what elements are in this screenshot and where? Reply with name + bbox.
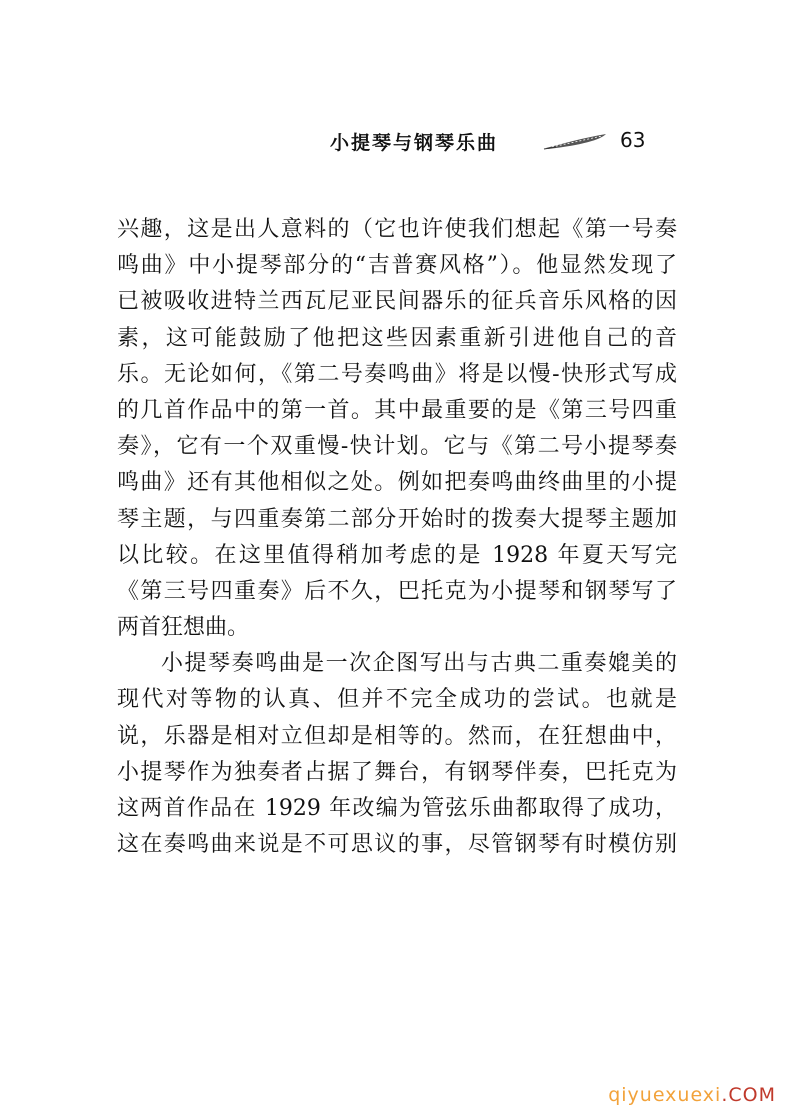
text-line: 以比较。在这里值得稍加考虑的是 1928 年夏天写完	[117, 542, 677, 568]
text-line: 奏》，它有一个双重慢-快计划。它与《第二号小提琴奏	[117, 434, 677, 460]
text-line: 《第三号四重奏》后不久，巴托克为小提琴和钢琴写了	[117, 578, 677, 604]
text-line: 兴趣，这是出人意料的（它也许使我们想起《第一号奏	[117, 217, 677, 242]
text-line: 鸣曲》中小提琴部分的“吉普赛风格”）。他显然发现了	[117, 253, 677, 279]
text-line: 已被吸收进特兰西瓦尼亚民间器乐的征兵音乐风格的因	[117, 289, 677, 315]
text-line: 现代对等物的认真、但并不完全成功的尝试。也就是	[117, 687, 677, 713]
text-line: 素，这可能鼓励了他把这些因素重新引进他自己的音	[117, 325, 677, 351]
body-text	[117, 212, 677, 863]
watermark-domain: .COM	[721, 1084, 776, 1106]
page-number: 63	[620, 128, 646, 152]
text-line: 乐。无论如何，《第二号奏鸣曲》将是以慢-快形式写成	[117, 361, 677, 387]
text-line: 这在奏鸣曲来说是不可思议的事，尽管钢琴有时模仿别	[117, 832, 677, 858]
site-watermark	[608, 1084, 776, 1106]
text-line: 的几首作品中的第一首。其中最重要的是《第三号四重	[117, 397, 677, 423]
text-line: 两首狂想曲。	[117, 615, 250, 641]
text-line: 琴主题，与四重奏第二部分开始时的拨奏大提琴主题加	[117, 506, 677, 532]
text-line: 小提琴作为独奏者占据了舞台，有钢琴伴奏，巴托克为	[117, 759, 677, 785]
text-line: 鸣曲》还有其他相似之处。例如把奏鸣曲终曲里的小提	[117, 470, 677, 496]
watermark-name: qiyuexuexi	[608, 1084, 722, 1106]
text-line: 这两首作品在 1929 年改编为管弦乐曲都取得了成功，	[117, 796, 677, 821]
running-header	[330, 128, 660, 160]
feather-ornament-icon	[542, 130, 622, 152]
running-header-title: 小提琴与钢琴乐曲	[330, 132, 499, 154]
text-line: 小提琴奏鸣曲是一次企图写出与古典二重奏媲美的	[161, 651, 677, 677]
text-line: 说，乐器是相对立但却是相等的。然而，在狂想曲中，	[117, 723, 677, 749]
